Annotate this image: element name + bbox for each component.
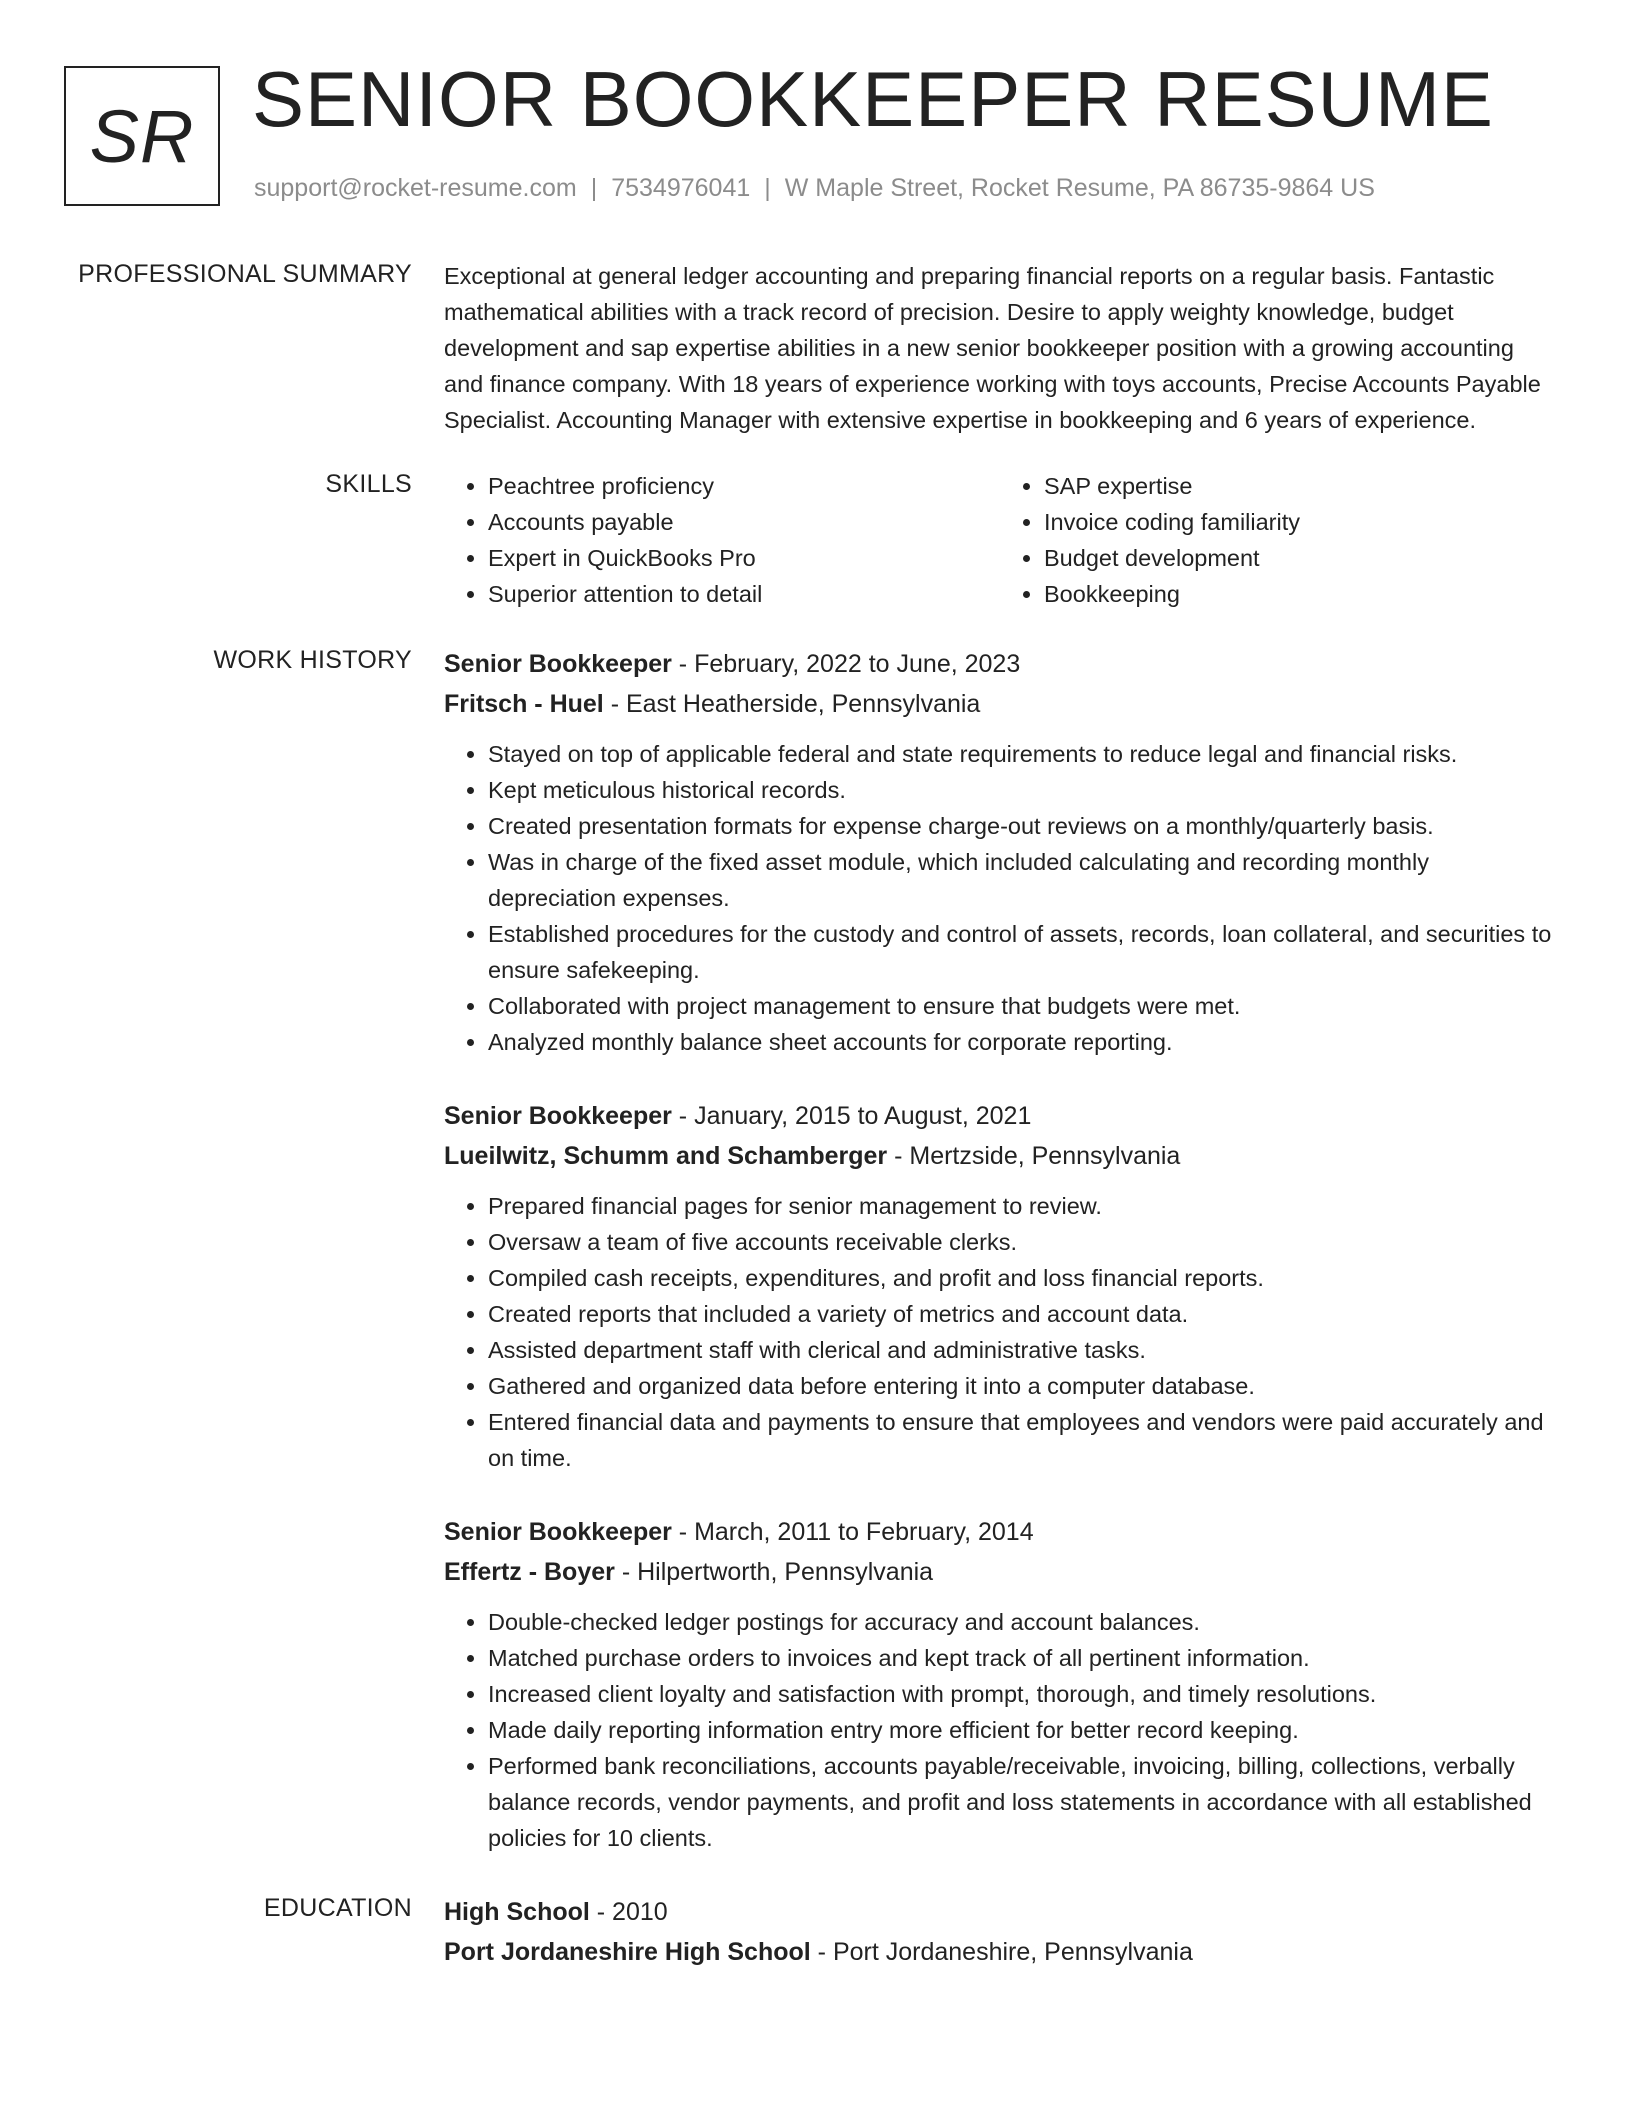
job-bullet: • Performed bank reconciliations, accounts payable/receivable, invoicing, billing, collections, verbally balance records, vendor payments, and profit and loss statements in accordance with all established policies for 10 clients. xyxy=(488,1748,1556,1856)
education-school-line xyxy=(444,1932,1556,1972)
initials: SR xyxy=(89,94,195,178)
work-history-body xyxy=(444,644,1556,1892)
job-bullet: • Double-checked ledger postings for accuracy and account balances. xyxy=(488,1604,1556,1640)
job-bullet: • Established procedures for the custody and control of assets, records, loan collateral, and securities to ensure safekeeping. xyxy=(488,916,1556,988)
job-title: Senior Bookkeeper xyxy=(444,650,672,678)
resume-content xyxy=(0,258,1632,1972)
job-title-line xyxy=(444,1096,1556,1136)
job-bullet: • Kept meticulous historical records. xyxy=(488,772,1556,808)
job-dates: - January, 2015 to August, 2021 xyxy=(671,1102,1032,1130)
job-company-line xyxy=(444,684,1556,724)
summary-body xyxy=(444,258,1556,438)
initials-monogram xyxy=(64,66,220,206)
skill-item: • Budget development xyxy=(1044,540,1556,576)
job-dates: - February, 2022 to June, 2023 xyxy=(671,650,1021,678)
skills-list-left xyxy=(444,468,1000,612)
summary-text: Exceptional at general ledger accounting and preparing financial reports on a regular basis. Fantastic mathematical abilities with a track record of precision. Desire to apply weighty knowledge, budget development and sap expertise abilities in a new senior bookkeeper position with a growing accounting and finance company. With 18 years of experience working with toys accounts, Precise Accounts Payable Specialist. Accounting Manager with extensive expertise in bookkeeping and 6 years of experience. xyxy=(444,263,1541,433)
job-bullets xyxy=(444,1188,1556,1476)
skill-item: • Invoice coding familiarity xyxy=(1044,504,1556,540)
job-bullet: • Prepared financial pages for senior management to review. xyxy=(488,1188,1556,1224)
job-bullets xyxy=(444,736,1556,1060)
job-bullet: • Stayed on top of applicable federal and state requirements to reduce legal and financial risks. xyxy=(488,736,1556,772)
job-bullet: • Created presentation formats for expense charge-out reviews on a monthly/quarterly basis. xyxy=(488,808,1556,844)
education-degree: High School xyxy=(444,1898,590,1926)
education-school: Port Jordaneshire High School xyxy=(444,1938,811,1966)
job-title-line xyxy=(444,1512,1556,1552)
job-title-line xyxy=(444,644,1556,684)
skills-body xyxy=(444,468,1556,612)
job-company-line xyxy=(444,1136,1556,1176)
job-entry xyxy=(444,1512,1556,1856)
education-location: - Port Jordaneshire, Pennsylvania xyxy=(810,1938,1193,1966)
skills-list-right xyxy=(1000,468,1556,612)
job-entry xyxy=(444,1096,1556,1476)
contact-separator: | xyxy=(590,174,598,202)
job-company: Lueilwitz, Schumm and Schamberger xyxy=(444,1142,888,1170)
job-bullet: • Increased client loyalty and satisfaction with prompt, thorough, and timely resolutions. xyxy=(488,1676,1556,1712)
job-bullet: • Was in charge of the fixed asset module, which included calculating and recording monthly depreciation expenses. xyxy=(488,844,1556,916)
skill-item: • Superior attention to detail xyxy=(488,576,1000,612)
education-degree-line xyxy=(444,1892,1556,1932)
work-history-section xyxy=(0,644,1632,1892)
job-bullet: • Collaborated with project management to ensure that budgets were met. xyxy=(488,988,1556,1024)
job-dates: - March, 2011 to February, 2014 xyxy=(671,1518,1034,1546)
job-bullet: • Assisted department staff with clerical and administrative tasks. xyxy=(488,1332,1556,1368)
contact-address: W Maple Street, Rocket Resume, PA 86735-9864 US xyxy=(784,174,1375,202)
section-label: PROFESSIONAL SUMMARY xyxy=(78,260,412,288)
job-bullet: • Created reports that included a variety of metrics and account data. xyxy=(488,1296,1556,1332)
job-company-line xyxy=(444,1552,1556,1592)
skills-grid xyxy=(444,468,1556,612)
job-location: - Mertzside, Pennsylvania xyxy=(887,1142,1181,1170)
job-bullet: • Analyzed monthly balance sheet accounts for corporate reporting. xyxy=(488,1024,1556,1060)
job-company: Fritsch - Huel xyxy=(444,690,604,718)
job-location: - Hilpertworth, Pennsylvania xyxy=(614,1558,934,1586)
skill-item: • SAP expertise xyxy=(1044,468,1556,504)
job-bullet: • Entered financial data and payments to ensure that employees and vendors were paid accurately and on time. xyxy=(488,1404,1556,1476)
skills-section xyxy=(0,468,1632,612)
summary-section xyxy=(0,258,1632,438)
job-bullet: • Oversaw a team of five accounts receivable clerks. xyxy=(488,1224,1556,1260)
job-bullet: • Compiled cash receipts, expenditures, and profit and loss financial reports. xyxy=(488,1260,1556,1296)
contact-phone[interactable]: 7534976041 xyxy=(611,174,751,202)
section-label: EDUCATION xyxy=(263,1894,412,1922)
education-year: - 2010 xyxy=(589,1898,668,1926)
job-bullets xyxy=(444,1604,1556,1856)
skill-item: • Peachtree proficiency xyxy=(488,468,1000,504)
job-entry xyxy=(444,644,1556,1060)
skill-item: • Bookkeeping xyxy=(1044,576,1556,612)
job-company: Effertz - Boyer xyxy=(444,1558,615,1586)
resume-title: SENIOR BOOKKEEPER RESUME xyxy=(252,55,1494,143)
job-location: - East Heatherside, Pennsylvania xyxy=(603,690,981,718)
contact-line xyxy=(254,174,1375,203)
skill-item: • Accounts payable xyxy=(488,504,1000,540)
education-section xyxy=(0,1892,1632,1972)
job-bullet: • Made daily reporting information entry more efficient for better record keeping. xyxy=(488,1712,1556,1748)
job-bullet: • Matched purchase orders to invoices and kept track of all pertinent information. xyxy=(488,1640,1556,1676)
contact-separator: | xyxy=(764,174,771,202)
job-bullet: • Gathered and organized data before entering it into a computer database. xyxy=(488,1368,1556,1404)
job-title: Senior Bookkeeper xyxy=(444,1102,672,1130)
section-label: SKILLS xyxy=(325,470,412,498)
job-title: Senior Bookkeeper xyxy=(444,1518,672,1546)
education-body xyxy=(444,1892,1556,1972)
contact-email[interactable]: support@rocket-resume.com xyxy=(254,174,577,202)
section-label: WORK HISTORY xyxy=(213,646,412,674)
skill-item: • Expert in QuickBooks Pro xyxy=(488,540,1000,576)
